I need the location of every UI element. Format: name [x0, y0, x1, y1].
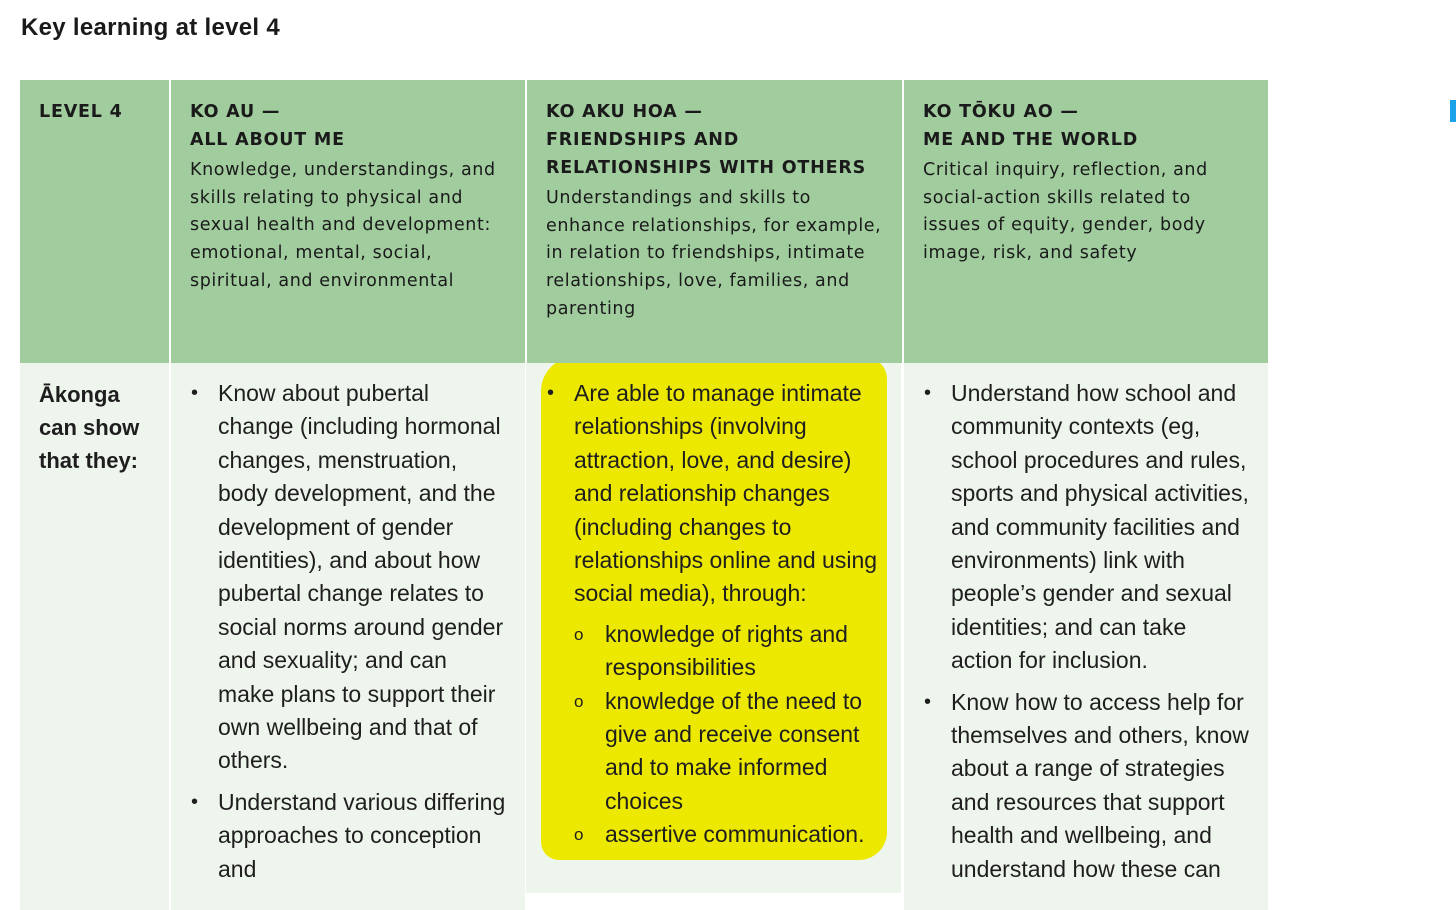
sub-list-item: o knowledge of rights and responsibilities — [574, 618, 884, 685]
ko-au-list — [190, 377, 507, 886]
row-label-cell — [20, 363, 169, 910]
scrollbar-marker[interactable] — [1450, 100, 1456, 122]
page-title: Key learning at level 4 — [21, 14, 281, 41]
list-item: • Understand various differing approaches to conception and — [190, 786, 507, 886]
sub-list-item: o assertive communication. — [574, 818, 884, 851]
header-ko-au — [171, 80, 525, 363]
body-ko-au — [171, 363, 525, 910]
sub-list-item: o knowledge of the need to give and receive consent and to make informed choices — [574, 685, 884, 819]
header-ko-aku-hoa-label: KO AKU HOA — FRIENDSHIPS AND RELATIONSHIPS WITH OTHERS — [546, 102, 867, 178]
body-ko-aku-hoa — [527, 363, 902, 910]
key-learning-table — [20, 80, 1266, 910]
ko-aku-hoa-list — [546, 377, 884, 852]
header-ko-au-description: Knowledge, understandings, and skills relating to physical and sexual health and development: emotional, mental, social, spiritual, and environmental — [190, 160, 496, 291]
header-ko-aku-hoa — [527, 80, 902, 363]
header-level — [20, 80, 169, 363]
header-level-label: LEVEL 4 — [39, 102, 123, 122]
header-ko-aku-hoa-description: Understandings and skills to enhance relationships, for example, in relation to friendships, intimate relationships, love, families, and parenting — [546, 188, 882, 319]
header-ko-toku-ao-description: Critical inquiry, reflection, and social-action skills related to issues of equity, gender, body image, risk, and safety — [923, 160, 1208, 264]
body-ko-toku-ao — [904, 363, 1268, 910]
header-ko-au-label: KO AU — ALL ABOUT ME — [190, 102, 345, 150]
list-item: • Know about pubertal change (including hormonal changes, menstruation, body development, and the development of gender identities), and about how pubertal change relates to social norms around gender and sexuality; and can make plans to support their own wellbeing and that of others. — [190, 377, 507, 778]
header-ko-toku-ao — [904, 80, 1268, 363]
list-item-text: Are able to manage intimate relationships (involving attraction, love, and desire) and relationship changes (including changes to relationships online and using social media), through: — [574, 380, 878, 607]
row-label: Ākonga can show that they: — [39, 382, 140, 473]
list-item: • Understand how school and community contexts (eg, school procedures and rules, sports and physical activities, and community facilities and environments) link with people’s gender and sexual identities; and can take action for inclusion. — [923, 377, 1250, 678]
sub-list — [574, 618, 884, 852]
header-ko-toku-ao-label: KO TŌKU AO — ME AND THE WORLD — [923, 102, 1139, 150]
ko-toku-ao-list — [923, 377, 1250, 886]
list-item: • Know how to access help for themselves and others, know about a range of strategies and resources that support health and wellbeing, and understand how these can — [923, 686, 1250, 886]
list-item — [546, 377, 884, 852]
